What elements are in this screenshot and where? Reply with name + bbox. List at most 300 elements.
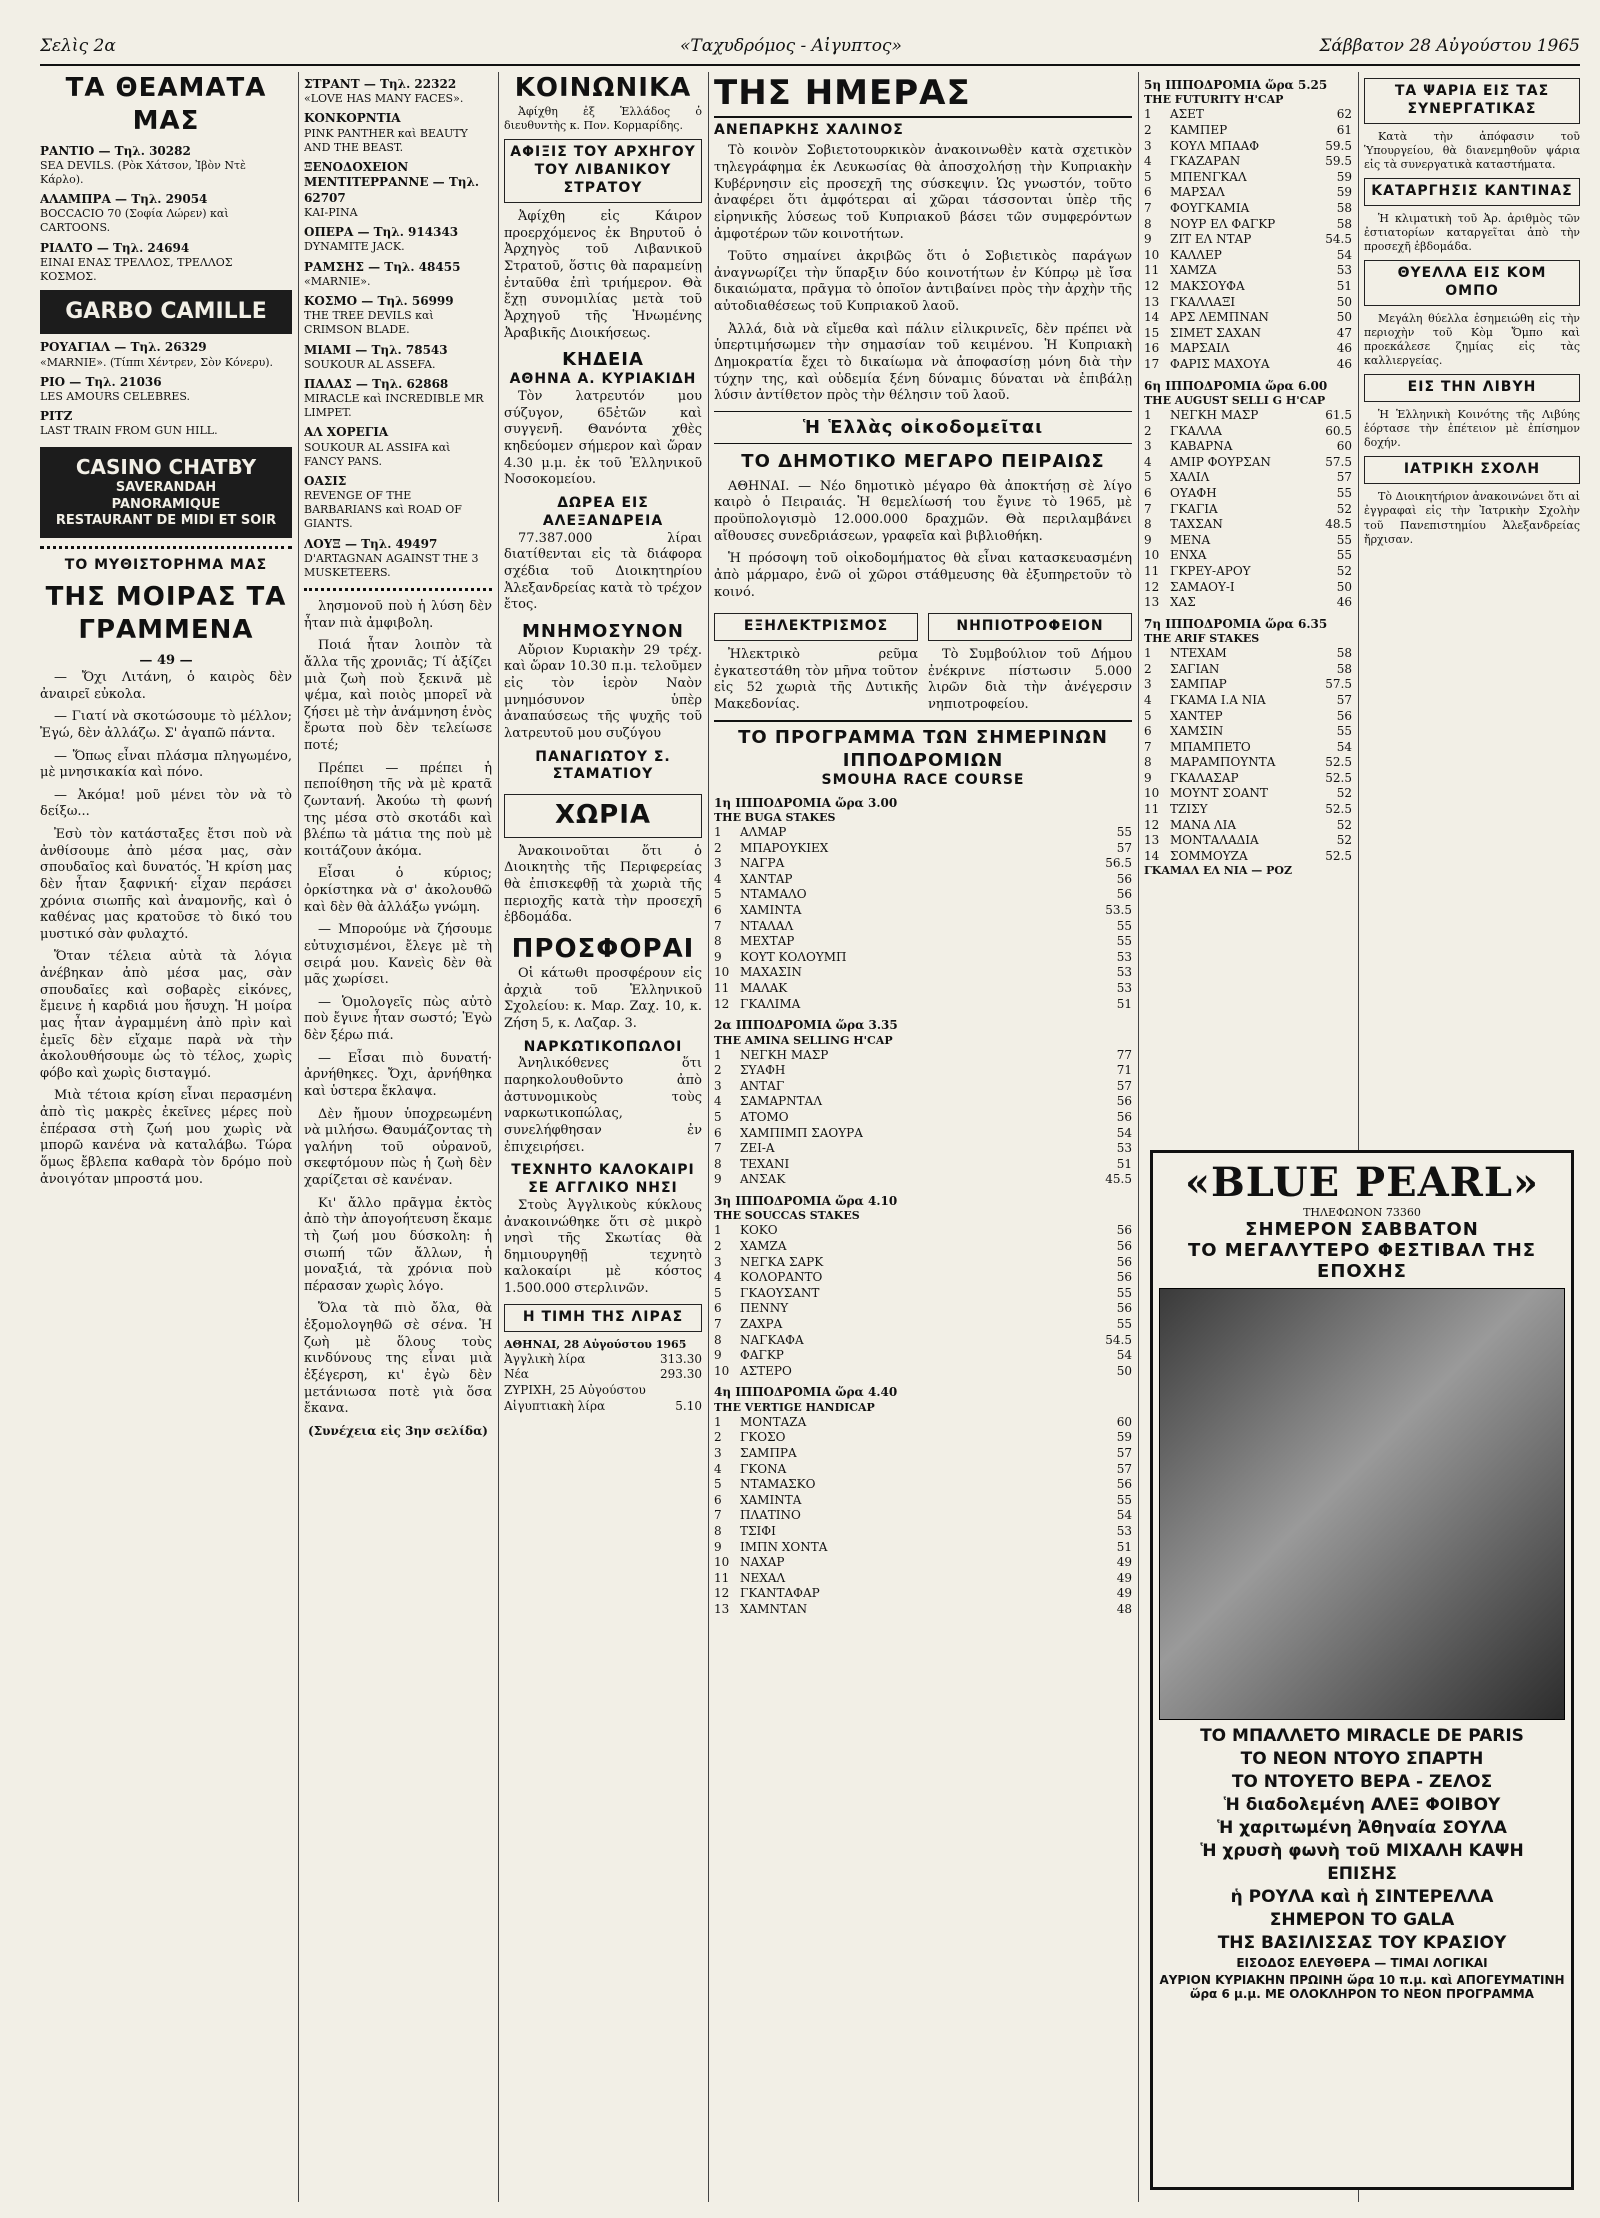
horse-weight: 59 <box>1116 1430 1132 1445</box>
horse-weight: 53 <box>1336 263 1352 278</box>
horse-number: 11 <box>1144 563 1160 578</box>
horse-label: ΧΑΜΙΝΤΑ <box>740 903 802 918</box>
horse-weight: 58 <box>1336 661 1352 676</box>
ad-line: ΤΟ ΜΠΑΛΛΕΤΟ MIRACLE DE PARIS <box>1200 1726 1524 1746</box>
news-headline: ΕΞΗΛΕΚΤΡΙΣΜΟΣ <box>743 618 889 635</box>
cinema-show: BOCCACIO 70 (Σοφία Λώρεν) καὶ CARTOONS. <box>40 207 229 235</box>
horse-number: 3 <box>714 1078 722 1093</box>
horse-name <box>1144 455 1271 471</box>
horse-row <box>714 1477 1132 1493</box>
horse-number: 1 <box>714 1223 722 1238</box>
horse-row <box>1144 786 1352 802</box>
horse-number: 9 <box>714 1348 722 1363</box>
cinema-list <box>304 77 492 580</box>
horse-row <box>714 1157 1132 1173</box>
ad-day: ΣΗΜΕΡΟΝ ΣΑΒΒΑΤΟΝ <box>1245 1219 1479 1240</box>
cinema-show: SOUKOUR AL ASSIFA καὶ FANCY PANS. <box>304 440 451 468</box>
horse-name <box>714 1415 806 1431</box>
horse-name <box>1144 486 1217 502</box>
horse-row <box>1144 248 1352 264</box>
horse-number: 9 <box>714 1539 722 1554</box>
race-title: ΤΟ ΠΡΟΓΡΑΜΜΑ ΤΩΝ ΣΗΜΕΡΙΝΩΝ ΙΠΠΟΔΡΟΜΙΩΝ <box>714 720 1132 772</box>
horse-name <box>1144 833 1259 849</box>
ad-line: ΤΟ ΝΕΟΝ ΝΤΟΥΟ ΣΠΑΡΤΗ <box>1240 1749 1484 1769</box>
paragraph: ΑΘΗΝΑΙ. — Νέο δημοτικὸ μέγαρο θὰ ἀποκτήσῃ σὲ λίγο καιρὸ ὁ Πειραιάς. Ἡ θεμελίωσή του ἔγινε τὸ 1965, μὲ προϋπολογισμὸ 12.000.000 δραχμῶν. Θὰ περιλαμβάνει αἴθουσες συνεδριάσεων, γραφεῖα καὶ βιβλιοθήκη. <box>714 478 1132 544</box>
horse-name <box>714 1063 785 1079</box>
horse-number: 9 <box>1144 532 1152 547</box>
horse-weight: 52.5 <box>1325 848 1352 863</box>
horse-name <box>1144 802 1208 818</box>
horse-name <box>1144 740 1251 756</box>
horse-label: ΜΑΛΑΚ <box>740 980 788 995</box>
horse-row <box>714 1317 1132 1333</box>
horse-number: 3 <box>1144 677 1152 692</box>
novel-text <box>40 670 292 1188</box>
horse-row <box>1144 740 1352 756</box>
horse-weight: 56 <box>1116 1223 1132 1238</box>
horse-name <box>1144 646 1227 662</box>
horse-label: ΦΟΥΓΚΑΜΙΑ <box>1170 201 1250 215</box>
horse-number: 9 <box>1144 770 1152 785</box>
horse-row <box>714 1571 1132 1587</box>
horse-number: 4 <box>714 1094 722 1109</box>
ad-line: Ἡ χαριτωμένη Ἀθηναία ΣΟΥΛΑ <box>1217 1818 1507 1838</box>
horse-name <box>714 950 847 966</box>
cinema-name: ΟΑΣΙΣ <box>304 473 347 488</box>
paragraph: — Γιατί νὰ σκοτώσουμε τὸ μέλλον; Ἐγώ, δὲν ἀλλάζω. Σ' ἀγαπῶ πάντα. <box>40 709 292 741</box>
news-text: Ἠλεκτρικὸ ρεῦμα ἐγκατεστάθη τὸν μῆνα τοῦτον εἰς 52 χωριὰ τῆς Δυτικῆς Μακεδονίας. <box>714 647 918 713</box>
news-text: Στοὺς Ἀγγλικοὺς κύκλους ἀνακοινώθηκε ὅτι σὲ μικρὸ νησὶ τῆς Σκωτίας θὰ δημιουργηθῇ τεχνητὸ καλοκαίρι μὲ κόστος 1.500.000 στερλινῶν. <box>504 1197 702 1297</box>
horse-number: 11 <box>714 1570 730 1585</box>
horse-label: ΦΑΓΚΡ <box>740 1348 784 1363</box>
issue-date: Σάββατον 28 Αὐγούστου 1965 <box>1319 36 1580 56</box>
horse-row <box>1144 709 1352 725</box>
horse-name <box>1144 662 1219 678</box>
horse-number: 2 <box>1144 661 1152 676</box>
race-head: 5η ΙΠΠΟΔΡΟΜΙΑ ὥρα 5.25 <box>1144 78 1328 92</box>
cinema-name: ΚΟΣΜΟ — Τηλ. 56999 <box>304 293 454 308</box>
horse-name <box>714 1286 819 1302</box>
paragraph: Τοῦτο σημαίνει ἀκριβῶς ὅτι ὁ Σοβιετικὸς παράγων ἀναγνωρίζει τὴν ὕπαρξιν δύο κοινοτήτων ἐν Κύπρῳ μὲ ἴσα δικαιώματα, πρᾶγμα τὸ ὁποῖον ἀντιβαίνει πρὸς τὴν ἀρχὴν τῆς αὐτοδιαθέσεως τοῦ Κυπριακοῦ λαοῦ. <box>714 249 1132 315</box>
horse-number: 7 <box>1144 201 1152 215</box>
horse-name <box>714 934 794 950</box>
horse-number: 7 <box>714 1316 722 1331</box>
cinema-show: D'ARTAGNAN AGAINST THE 3 MUSKETEERS. <box>304 551 479 579</box>
horse-number: 13 <box>1144 294 1160 309</box>
cinema-name: ΡΑΜΣΗΣ — Τηλ. 48455 <box>304 259 461 274</box>
horse-number: 6 <box>714 1301 722 1316</box>
horse-number: 8 <box>714 1156 722 1171</box>
news-headline: ΠΡΟΣΦΟΡΑΙ <box>511 933 695 964</box>
horse-label: ΚΟΥΛ ΜΠΑΑΦ <box>1170 138 1260 153</box>
cinema-show: SOUKOUR AL ASSEFA. <box>304 357 436 371</box>
horse-name <box>714 997 800 1013</box>
horse-number: 12 <box>1144 817 1160 832</box>
cinema-show: «MARNIE». (Τίππι Χέντρεν, Σὸν Κόνερυ). <box>40 355 274 369</box>
horse-label: ΜΑΡΣΑΛ <box>1170 185 1225 200</box>
horse-number: 6 <box>714 903 722 918</box>
horse-name <box>1144 849 1248 865</box>
horse-weight: 52 <box>1336 786 1352 801</box>
horse-weight: 59 <box>1336 185 1352 200</box>
horse-number: 5 <box>1144 169 1152 184</box>
cinema-name: ΠΑΛΑΣ — Τηλ. 62868 <box>304 376 449 391</box>
horse-name <box>1144 786 1268 802</box>
cinema-show: MIRACLE καὶ INCREDIBLE MR LIMPET. <box>304 392 484 420</box>
horse-weight: 46 <box>1336 595 1352 610</box>
horse-weight: 48.5 <box>1325 517 1352 532</box>
horse-number: 16 <box>1144 341 1160 356</box>
horse-number: 3 <box>714 1445 722 1460</box>
race-name: THE SOUCCAS STAKES <box>714 1209 860 1223</box>
horse-weight: 51 <box>1116 1156 1132 1171</box>
horse-row <box>1144 310 1352 326</box>
horse-row <box>1144 295 1352 311</box>
horse-label: ΝΤΑΜΑΛΟ <box>740 887 807 902</box>
horse-row <box>714 1524 1132 1540</box>
horse-row <box>714 1348 1132 1364</box>
news-headline: ΔΩΡΕΑ ΕΙΣ ΑΛΕΞΑΝΔΡΕΙΑ <box>542 494 664 529</box>
cinema-name: ΚΟΝΚΟΡΝΤΙΑ <box>304 111 401 126</box>
column-rule <box>708 72 709 2202</box>
horse-name <box>1144 310 1269 326</box>
horse-name <box>1144 123 1227 139</box>
horse-name <box>1144 771 1239 787</box>
price-date: ΑΘΗΝΑΙ, 28 Αὐγούστου 1965 <box>504 1337 687 1351</box>
horse-name <box>1144 755 1275 771</box>
horse-number: 1 <box>714 1047 722 1062</box>
horse-row <box>1144 595 1352 611</box>
cinema-name: ΣΤΡΑΝΤ — Τηλ. 22322 <box>304 77 457 91</box>
horse-number: 8 <box>714 934 722 949</box>
horse-name <box>714 965 802 981</box>
horse-row <box>714 997 1132 1013</box>
price-list <box>504 1352 702 1414</box>
horse-name <box>714 981 787 997</box>
horse-row <box>1144 470 1352 486</box>
horse-name <box>1144 693 1266 709</box>
cinema-ad: GARBO CAMILLE <box>40 290 292 334</box>
horse-weight: 77 <box>1116 1047 1132 1062</box>
horse-weight: 50 <box>1336 579 1352 594</box>
horse-name <box>1144 580 1235 596</box>
horse-row <box>714 1126 1132 1142</box>
horse-row <box>714 1110 1132 1126</box>
news-headline: Ἡ Ἑλλὰς οἰκοδομεῖται <box>714 411 1132 444</box>
horse-number: 3 <box>714 1254 722 1269</box>
horse-weight: 55 <box>1116 918 1132 933</box>
ad-line: CASINO CHATBY <box>75 454 257 479</box>
horse-weight: 56 <box>1116 1301 1132 1316</box>
horse-label: ΑΣΤΕΡΟ <box>740 1363 792 1378</box>
horse-name <box>714 1110 789 1126</box>
horse-name <box>1144 724 1223 740</box>
cinema-name: ΡΟΥΑΓΙΑΛ — Τηλ. 26329 <box>40 340 207 355</box>
horse-label: ΝΟΥΡ ΕΛ ΦΑΓΚΡ <box>1170 216 1276 231</box>
race-programme <box>1144 78 1352 864</box>
horse-label: ΣΙΜΕΤ ΣΑΧΑΝ <box>1170 325 1261 340</box>
horse-number: 8 <box>714 1332 722 1347</box>
horse-label: ΓΚΑΛΛΑ <box>1170 423 1222 438</box>
race-head: 3η ΙΠΠΟΔΡΟΜΙΑ ὥρα 4.10 <box>714 1193 898 1208</box>
race-head: 6η ΙΠΠΟΔΡΟΜΙΑ ὥρα 6.00 <box>1144 378 1328 393</box>
paragraph: Μιὰ τέτοια κρίση εἶναι περασμένη ἀπὸ τὶς μακρὲς ἐκεῖνες μέρες ποὺ ἐπέρασα στὴ ζωή μου χωρὶς νὰ μπορῶ κανένα νὰ καταλάβω. Τώρα ὅμως ἔβλεπα καθαρὰ τὸν δρόμο ποὺ ἀνοιγόταν μπροστά μου. <box>40 1088 292 1187</box>
horse-name <box>1144 357 1270 373</box>
horse-weight: 50 <box>1336 294 1352 309</box>
horse-weight: 54 <box>1116 1508 1132 1523</box>
horse-weight: 53.5 <box>1105 903 1132 918</box>
price-row <box>504 1383 702 1399</box>
price-label: Ἀγγλικὴ λίρα <box>504 1351 586 1366</box>
horse-weight: 52.5 <box>1325 770 1352 785</box>
novel-text <box>304 599 492 1418</box>
horse-row <box>714 1301 1132 1317</box>
horse-number: 5 <box>1144 708 1152 723</box>
race-head: 2α ΙΠΠΟΔΡΟΜΙΑ ὥρα 3.35 <box>714 1018 898 1033</box>
horse-name <box>714 1446 797 1462</box>
ad-phone: ΤΗΛΕΦΩΝΟΝ 73360 <box>1303 1206 1421 1219</box>
column-rule <box>298 72 299 2202</box>
horse-weight: 55 <box>1116 1316 1132 1331</box>
horse-row <box>1144 185 1352 201</box>
horse-weight: 56 <box>1116 1238 1132 1253</box>
horse-label: ΜΑΚΣΟΥΦΑ <box>1170 278 1245 293</box>
horse-name <box>1144 424 1222 440</box>
horse-row <box>714 1270 1132 1286</box>
horse-name <box>1144 248 1222 264</box>
horse-name <box>714 1364 792 1380</box>
horse-label: ΧΑΛΙΛ <box>1170 470 1210 485</box>
horse-name <box>714 1333 804 1349</box>
horse-label: ΧΑΜΠΙΜΠ ΣΑΟΥΡΑ <box>740 1125 863 1140</box>
horse-weight: 71 <box>1116 1063 1132 1078</box>
cinema-list <box>40 144 292 285</box>
horse-row <box>714 1508 1132 1524</box>
horse-name <box>714 1079 784 1095</box>
horse-row <box>1144 217 1352 233</box>
horse-number: 1 <box>1144 107 1152 122</box>
horse-number: 8 <box>714 1523 722 1538</box>
horse-label: ΟΥΑΦΗ <box>1170 485 1217 500</box>
horse-row <box>714 981 1132 997</box>
horse-name <box>1144 154 1240 170</box>
horse-name <box>714 1301 788 1317</box>
horse-row <box>1144 424 1352 440</box>
horse-label: ΝΤΑΜΑΣΚΟ <box>740 1477 816 1492</box>
horse-label: ΖΕΙ-Α <box>740 1141 775 1156</box>
horse-name <box>1144 564 1251 580</box>
horse-number: 5 <box>714 1109 722 1124</box>
column-social <box>504 72 702 2202</box>
ad-line: ΕΙΣΟΔΟΣ ΕΛΕΥΘΕΡΑ — ΤΙΜΑΙ ΛΟΓΙΚΑΙ <box>1236 1956 1488 1970</box>
horse-weight: 55 <box>1116 934 1132 949</box>
horse-weight: 52.5 <box>1325 802 1352 817</box>
blue-pearl-ad <box>1150 1150 1574 2190</box>
horse-label: ΓΚΟΣΟ <box>740 1430 786 1445</box>
paragraph: — Ὄχι Λιτάνη, ὁ καιρὸς δὲν ἀναιρεῖ εὐκολα. <box>40 670 292 702</box>
horse-row <box>714 1415 1132 1431</box>
price-value: 293.30 <box>660 1367 702 1382</box>
horse-label: ΝΕΓΚΗ ΜΑΣΡ <box>740 1047 829 1062</box>
horse-label: ΜΟΝΤΑΛΑΔΙΑ <box>1170 833 1259 848</box>
horse-label: ΜΠΑΡΟΥΚΙΕΧ <box>740 840 829 855</box>
horse-name <box>714 1126 863 1142</box>
horse-label: ΓΚΑΛΙΜΑ <box>740 996 801 1011</box>
divider <box>304 588 492 591</box>
ad-lines <box>1159 1726 1565 2001</box>
horse-weight: 60 <box>1116 1414 1132 1429</box>
paragraph: Τὸ κοινὸν Σοβιετοτουρκικὸν ἀνακοινωθὲν κατὰ σχετικὸν τηλεγράφημα ἐκ Λευκωσίας θὰ ἀποσχολήσῃ τὴν Κυπριακὴν Κυβέρνησιν εἰς προσεχῆ της σύσκεψιν. Ὡς γνωστόν, τοῦτο ἀναφέρει ὅτι ἀμφότεραι αἱ χῶραι τάσσονται ὑπὲρ τῆς εἰρηνικῆς λύσεως τοῦ Κυπριακοῦ βάσει τῶν συμφερόντων ἀμφοτέρων τῶν κοινοτήτων. <box>714 143 1132 242</box>
horse-label: ΜΑΧΑΣΙΝ <box>740 965 802 980</box>
horse-weight: 52 <box>1336 817 1352 832</box>
ad-line: ἡ ΡΟΥΛΑ καὶ ἡ ΣΙΝΤΕΡΕΛΛΑ <box>1230 1887 1494 1907</box>
horse-number: 15 <box>1144 325 1160 340</box>
cinema-entry <box>304 225 492 254</box>
horse-name <box>714 872 792 888</box>
ad-title: «BLUE PEARL» <box>1184 1159 1539 1206</box>
horse-label: ΚΟΛΟΡΑΝΤΟ <box>740 1270 823 1285</box>
horse-weight: 55 <box>1116 825 1132 840</box>
horse-name <box>1144 295 1235 311</box>
cinema-name: ΜΙΑΜΙ — Τηλ. 78543 <box>304 342 448 357</box>
horse-row <box>714 841 1132 857</box>
horse-label: ΜΑΝΑ ΛΙΑ <box>1170 817 1237 832</box>
horse-number: 4 <box>1144 454 1152 469</box>
horse-name <box>714 919 793 935</box>
casino-ad <box>40 447 292 538</box>
cinema-entry <box>40 192 292 236</box>
horse-number: 1 <box>714 1414 722 1429</box>
horse-weight: 55 <box>1336 724 1352 739</box>
cinema-show: PINK PANTHER καὶ BEAUTY AND THE BEAST. <box>304 126 468 154</box>
horse-number: 10 <box>1144 247 1160 262</box>
horse-row <box>714 1586 1132 1602</box>
horse-row <box>714 1063 1132 1079</box>
horse-label: ΣΑΜΠΡΑ <box>740 1445 797 1460</box>
ad-line: ΕΠΙΣΗΣ <box>1327 1864 1397 1884</box>
horse-number: 3 <box>1144 138 1152 153</box>
cinema-show: LAST TRAIN FROM GUN HILL. <box>40 424 218 438</box>
horse-row <box>1144 263 1352 279</box>
cinema-name: ΞΕΝΟΔΟΧΕΙΟΝ ΜΕΝΤΙΤΕΡΡΑΝΝΕ — Τηλ. 62707 <box>304 159 480 205</box>
horse-row <box>1144 755 1352 771</box>
horse-weight: 53 <box>1116 949 1132 964</box>
horse-name <box>714 841 828 857</box>
horse-number: 10 <box>714 1555 730 1570</box>
horse-number: 6 <box>714 1492 722 1507</box>
horse-label: ΑΡΣ ΛΕΜΠΝΑΝ <box>1170 310 1269 325</box>
horse-weight: 56 <box>1336 708 1352 723</box>
horse-weight: 61 <box>1336 123 1352 138</box>
cinema-show: ΕΙΝΑΙ ΕΝΑΣ ΤΡΕΛΛΟΣ, ΤΡΕΛΛΟΣ ΚΟΣΜΟΣ. <box>40 255 233 283</box>
cinema-entry <box>304 294 492 338</box>
ad-photo <box>1159 1288 1565 1720</box>
horse-name <box>1144 439 1232 455</box>
price-label: ΖΥΡΙΧΗ, 25 Αὐγούστου <box>504 1382 646 1397</box>
horse-name <box>714 1141 775 1157</box>
horse-number: 2 <box>714 1063 722 1078</box>
news-text: Ἀνακοινοῦται ὅτι ὁ Διοικητὴς τῆς Περιφερείας θὰ ἐπισκεφθῇ τὰ χωριὰ τῆς περιοχῆς κατὰ τὴν προσεχῆ ἑβδομάδα. <box>504 843 702 926</box>
horse-row <box>714 1255 1132 1271</box>
cinema-entry <box>304 111 492 155</box>
horse-name <box>1144 232 1251 248</box>
horse-name <box>714 1462 786 1478</box>
horse-label: ΓΚΑΛΑΣΑΡ <box>1170 770 1239 785</box>
horse-label: ΖΙΤ ΕΛ ΝΤΑΡ <box>1170 232 1252 247</box>
news-headline: ΝΑΡΚΩΤΙΚΟΠΩΛΟΙ <box>523 1038 683 1055</box>
news-text: 77.387.000 λίραι διατίθενται εἰς τὰ διάφορα σχέδια τοῦ Διοικητηρίου Ἀλεξανδρείας κατὰ τὸ τρέχον ἔτος. <box>504 530 702 613</box>
horse-weight: 57 <box>1116 840 1132 855</box>
horse-name <box>1144 201 1249 217</box>
horse-label: ΚΟΥΤ ΚΟΛΟΥΜΠ <box>740 949 847 964</box>
horse-row <box>714 1430 1132 1446</box>
cinema-entry <box>304 425 492 469</box>
horse-number: 7 <box>714 918 722 933</box>
horse-label: ΝΤΕΧΑΜ <box>1170 646 1227 661</box>
horse-row <box>1144 486 1352 502</box>
news-text: Ἀφίχθη ἐξ Ἑλλάδος ὁ διευθυντὴς κ. Πον. Κορμαρίδης. <box>504 105 702 133</box>
obit-name: ΑΘΗΝΑ Α. ΚΥΡΙΑΚΙΔΗ <box>509 371 697 388</box>
horse-weight: 47 <box>1336 325 1352 340</box>
horse-row <box>1144 357 1352 373</box>
horse-number: 4 <box>714 1461 722 1476</box>
horse-weight: 51 <box>1336 278 1352 293</box>
horse-label: ΙΜΠΝ ΧΟΝΤΑ <box>740 1539 828 1554</box>
horse-weight: 53 <box>1116 1141 1132 1156</box>
cinema-entry <box>40 241 292 285</box>
horse-name <box>1144 517 1223 533</box>
horse-number: 9 <box>714 949 722 964</box>
horse-row <box>714 1446 1132 1462</box>
horse-name <box>714 825 786 841</box>
column-theatres <box>40 72 292 2202</box>
horse-row <box>1144 201 1352 217</box>
horse-row <box>1144 802 1352 818</box>
horse-number: 14 <box>1144 310 1160 325</box>
horse-number: 6 <box>1144 724 1152 739</box>
horse-row <box>714 1555 1132 1571</box>
horse-name <box>714 1348 784 1364</box>
horse-row <box>1144 408 1352 424</box>
horse-row <box>1144 646 1352 662</box>
race-head: 4η ΙΠΠΟΔΡΟΜΙΑ ὥρα 4.40 <box>714 1385 898 1400</box>
horse-name <box>1144 548 1206 564</box>
price-label: Νέα <box>504 1367 529 1382</box>
cinema-show: LES AMOURS CELEBRES. <box>40 390 190 404</box>
horse-row <box>1144 818 1352 834</box>
horse-label: ΦΑΡΙΣ ΜΑΧΟΥΑ <box>1170 356 1270 371</box>
news-headline: ΤΕΧΝΗΤΟ ΚΑΛΟΚΑΙΡΙ ΣΕ ΑΓΓΛΙΚΟ ΝΗΣΙ <box>511 1162 695 1197</box>
horse-weight: 54.5 <box>1105 1332 1132 1347</box>
column-day <box>714 72 1132 2202</box>
news-text: Ἡ Ἑλληνικὴ Κοινότης τῆς Λιβύης ἑόρτασε τὴν ἐπέτειον μὲ ἐπίσημον δοχήν. <box>1364 408 1580 450</box>
horse-weight: 59.5 <box>1325 154 1352 169</box>
ad-headline: ΤΟ ΜΕΓΑΛΥΤΕΡΟ ΦΕΣΤΙΒΑΛ ΤΗΣ ΕΠΟΧΗΣ <box>1187 1240 1537 1282</box>
cinema-entry <box>304 160 492 220</box>
horse-weight: 62 <box>1336 107 1352 122</box>
horse-row <box>1144 139 1352 155</box>
horse-number: 12 <box>1144 278 1160 293</box>
cinema-entry <box>304 474 492 532</box>
horse-number: 6 <box>714 1125 722 1140</box>
cinema-entry <box>40 340 292 369</box>
horse-row <box>714 950 1132 966</box>
page-number: Σελὶς 2α <box>40 36 116 56</box>
horse-number: 9 <box>1144 232 1152 247</box>
horse-weight: 55 <box>1116 1492 1132 1507</box>
horse-row <box>714 887 1132 903</box>
horse-row <box>1144 279 1352 295</box>
